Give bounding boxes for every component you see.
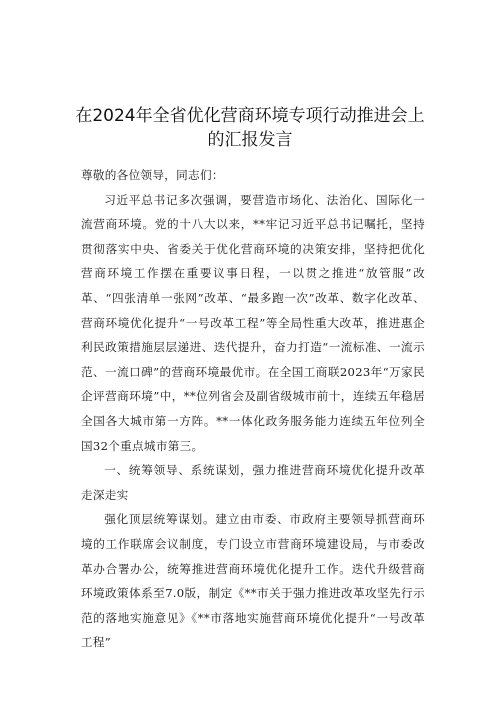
document-body bbox=[81, 163, 425, 655]
document-title bbox=[40, 104, 460, 152]
section-heading-1: 一、统筹领导、系统谋划，强力推进营商环境优化提升改革走深走实 bbox=[81, 463, 425, 502]
salutation: 尊敬的各位领导，同志们： bbox=[81, 168, 224, 182]
paragraph-top-level-planning: 强化顶层统筹谋划。建立由市委、市政府主要领导抓营商环境的工作联席会议制度，专门设立市营商环境建设局，与市委改革办合署办公，统筹推进营商环境优化提升工作。迭代升级营商环境政策体系至7.0版，制定《**市关于强力推进改革攻坚先行示范的落地实施意见》《**市落地实施营商环境优化提升“一号改革工程” bbox=[81, 512, 425, 650]
title-line-2: 的汇报发言 bbox=[207, 130, 293, 150]
title-line-1: 在2024年全省优化营商环境专项行动推进会上 bbox=[75, 106, 425, 126]
paragraph-intro: 习近平总书记多次强调，要营造市场化、法治化、国际化一流营商环境。党的十八大以来，**牢记习近平总书记嘱托，坚持贯彻落实中央、省委关于优化营商环境的决策安排，坚持把优化营商环境工作摆在重要议事日程，一以贯之推进“放管服”改革、“四张清单一张网”改革、“最多跑一次”改革、数字化改革、营商环境优化提升“一号改革工程”等全局性重大改革，推进惠企利民政策措施层层递进、迭代提升，奋力打造“一流标准、一流示范、一流口碑”的营商环境最优市。在全国工商联2023年“万家民企评营商环境”中，**位列省会及副省级城市前十，连续五年稳居全国各大城市第一方阵。**一体化政务服务能力连续五年位列全国32个重点城市第三。 bbox=[81, 192, 425, 453]
